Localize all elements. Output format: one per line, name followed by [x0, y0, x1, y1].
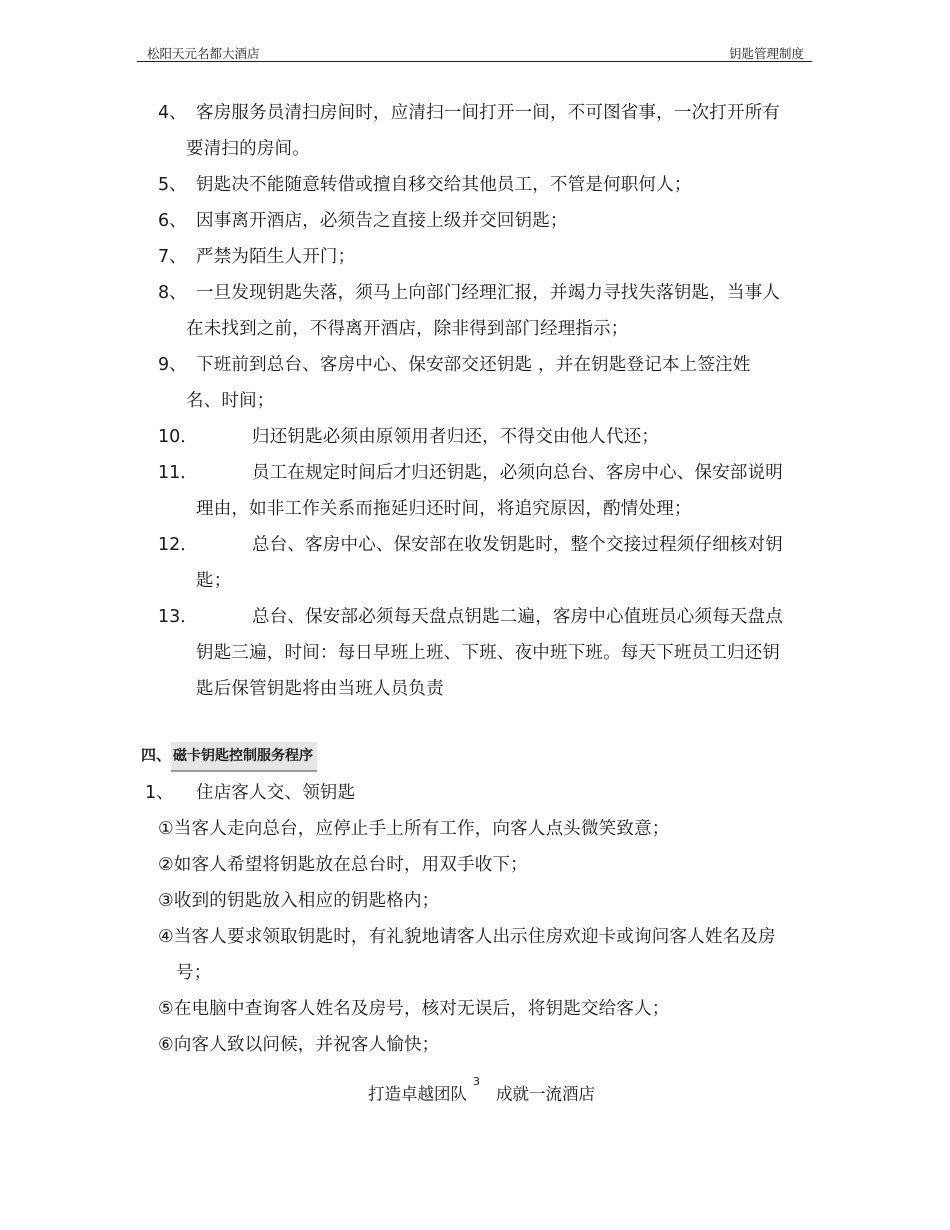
header-hotel-name: 松阳天元名都大酒店 — [147, 46, 260, 61]
footer-slogan-left: 打造卓越团队 — [368, 1084, 467, 1104]
item-number: 9、 — [158, 355, 187, 375]
item-text: 客房服务员清扫房间时，应清扫一间打开一间，不可图省事，一次打开所有 — [196, 103, 781, 123]
item-text: 钥匙决不能随意转借或擅自移交给其他员工，不管是何职何人； — [196, 175, 692, 195]
page-number: 3 — [473, 1075, 480, 1088]
item-text: 归还钥匙必须由原领用者归还，不得交由他人代还； — [252, 427, 660, 447]
item-number: 12． — [158, 535, 198, 555]
item-number: 13． — [158, 607, 198, 627]
step-text: 号； — [176, 963, 212, 983]
item-number: 11． — [158, 463, 198, 483]
item-text: 因事离开酒店，必须告之直接上级并交回钥匙； — [196, 211, 568, 231]
item-text: 下班前到总台、客房中心、保安部交还钥匙 ，并在钥匙登记本上签注姓 — [196, 355, 751, 375]
footer-slogan-right: 成就一流酒店 — [496, 1084, 595, 1104]
item-text: 严禁为陌生人开门； — [196, 247, 356, 267]
step-text: ⑥向客人致以问候，并祝客人愉快； — [158, 1035, 440, 1055]
step-text: ③收到的钥匙放入相应的钥匙格内； — [158, 891, 440, 911]
item-number: 6、 — [158, 211, 187, 231]
sub-item-text: 住店客人交、领钥匙 — [196, 783, 356, 803]
step-text: ⑤在电脑中查询客人姓名及房号，核对无误后，将钥匙交给客人； — [158, 999, 670, 1019]
item-number: 4、 — [158, 103, 187, 123]
item-text: 理由，如非工作关系而拖延归还时间，将追究原因，酌情处理； — [196, 499, 692, 519]
step-text: ①当客人走向总台，应停止手上所有工作，向客人点头微笑致意； — [158, 819, 670, 839]
section-heading — [141, 741, 317, 772]
section-prefix: 四、 — [141, 746, 172, 764]
page-header — [137, 42, 812, 62]
item-text: 在未找到之前，不得离开酒店，除非得到部门经理指示； — [186, 319, 629, 339]
item-text: 总台、保安部必须每天盘点钥匙二遍，客房中心值班员心须每天盘点 — [252, 607, 783, 627]
item-text: 名、时间； — [186, 391, 275, 411]
step-text: ②如客人希望将钥匙放在总台时，用双手收下； — [158, 855, 528, 875]
item-text: 钥匙三遍，时间：每日早班上班、下班、夜中班下班。每天下班员工归还钥 — [196, 643, 781, 663]
item-number: 5、 — [158, 175, 187, 195]
item-text: 匙后保管钥匙将由当班人员负责 — [196, 679, 444, 699]
item-number: 7、 — [158, 247, 187, 267]
item-text: 一旦发现钥匙失落，须马上向部门经理汇报，并竭力寻找失落钥匙，当事人 — [196, 283, 781, 303]
item-number: 10． — [158, 427, 198, 447]
item-text: 总台、客房中心、保安部在收发钥匙时，整个交接过程须仔细核对钥 — [252, 535, 783, 555]
sub-item-number: 1、 — [145, 783, 174, 803]
item-text: 员工在规定时间后才归还钥匙，必须向总台、客房中心、保安部说明 — [252, 463, 783, 483]
header-document-title: 钥匙管理制度 — [728, 46, 804, 61]
item-text: 要清扫的房间。 — [186, 139, 310, 159]
item-text: 匙； — [196, 571, 232, 591]
step-text: ④当客人要求领取钥匙时，有礼貌地请客人出示住房欢迎卡或询问客人姓名及房 — [158, 927, 776, 947]
page-footer — [368, 1075, 595, 1107]
item-number: 8、 — [158, 283, 187, 303]
section-title: 磁卡钥匙控制服务程序 — [171, 742, 317, 772]
